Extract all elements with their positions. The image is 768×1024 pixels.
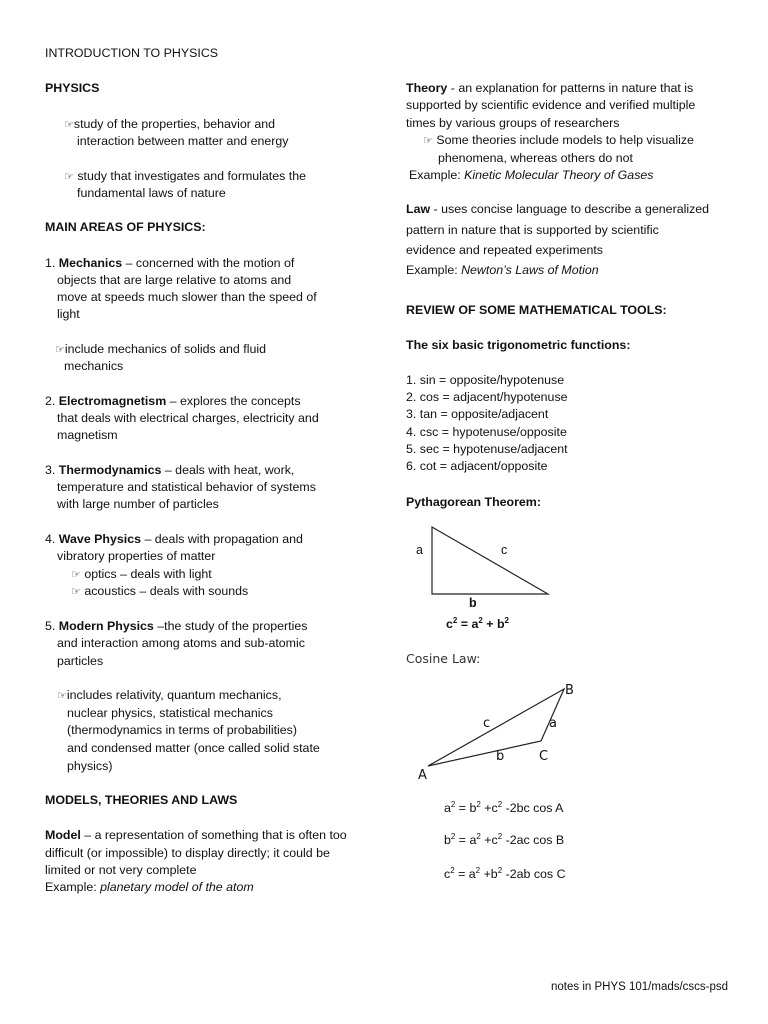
physics-definition-1-cont: interaction between matter and energy (77, 134, 289, 148)
pointing-hand-icon: ☞ (71, 568, 81, 581)
cos-label-c: c (483, 716, 491, 731)
trig-item: 3. tan = opposite/adjacent (406, 407, 549, 421)
cosine-formula-c: $c^2 = a^2 +b^2$ -2ab cos C (444, 865, 566, 881)
modern-physics-note-cont: (thermodynamics in terms of probabilities) (67, 723, 297, 737)
modern-physics-note-cont: and condensed matter (once called solid state (67, 741, 320, 755)
page-title: INTRODUCTION TO PHYSICS (45, 46, 219, 60)
pointing-hand-icon: ☞ (423, 134, 433, 147)
pointing-hand-icon: ☞ (64, 170, 74, 183)
mechanics-item: 1. Mechanics – concerned with the motion of (45, 256, 295, 270)
modern-physics-note-cont: physics) (67, 759, 113, 773)
thermodynamics-desc: temperature and statistical behavior of systems (57, 480, 316, 494)
modern-physics-desc: particles (57, 654, 104, 668)
pyth-label-b: b (469, 596, 477, 610)
physics-heading: PHYSICS (45, 81, 100, 95)
cos-label-C: C (539, 749, 549, 764)
cosine-law-heading: Cosine Law: (406, 651, 481, 666)
wave-sub-acoustics: ☞ acoustics – deals with sounds (71, 584, 249, 598)
pyth-label-a: a (416, 543, 423, 557)
cos-label-B: B (565, 683, 574, 698)
review-heading: REVIEW OF SOME MATHEMATICAL TOOLS: (406, 303, 667, 317)
physics-definition-2: ☞ study that investigates and formulates the (64, 169, 306, 183)
modern-physics-note-cont: nuclear physics, statistical mechanics (67, 706, 273, 720)
physics-definition-1: ☞study of the properties, behavior and (64, 117, 276, 131)
physics-definition-2-cont: fundamental laws of nature (77, 186, 226, 200)
modern-physics-note: ☞includes relativity, quantum mechanics, (57, 688, 282, 702)
wave-physics-desc: vibratory properties of matter (57, 549, 216, 563)
wave-sub-optics: ☞ optics – deals with light (71, 567, 212, 581)
pointing-hand-icon: ☞ (57, 689, 67, 702)
thermodynamics-item: 3. Thermodynamics – deals with heat, work, (45, 463, 295, 477)
trig-item: 1. sin = opposite/hypotenuse (406, 373, 565, 387)
mechanics-note: ☞include mechanics of solids and fluid (55, 342, 266, 356)
cos-label-A: A (418, 768, 427, 783)
electromagnetism-desc: that deals with electrical charges, electricity and (57, 411, 319, 425)
pointing-hand-icon: ☞ (64, 118, 74, 131)
pythagorean-formula: $c^2 = a^2 + b^2$ (446, 615, 509, 631)
theory-note-cont: phenomena, whereas others do not (438, 151, 633, 165)
footer-note: notes in PHYS 101/mads/cscs-psd (551, 981, 729, 993)
trig-item: 2. cos = adjacent/hypotenuse (406, 390, 568, 404)
mechanics-desc: objects that are large relative to atoms and (57, 273, 292, 287)
wave-physics-item: 4. Wave Physics – deals with propagation and (45, 532, 303, 546)
theory-note: ☞ Some theories include models to help visualize (423, 133, 694, 147)
models-theories-laws-heading: MODELS, THEORIES AND LAWS (45, 793, 238, 807)
main-areas-heading: MAIN AREAS OF PHYSICS: (45, 220, 206, 234)
law-example: Example: Newton’s Laws of Motion (406, 263, 599, 277)
model-desc: difficult (or impossible) to display directly; it could be (45, 846, 330, 860)
mechanics-note-cont: mechanics (64, 359, 124, 373)
trig-item: 6. cot = adjacent/opposite (406, 459, 548, 473)
pythagorean-heading: Pythagorean Theorem: (406, 495, 541, 509)
pointing-hand-icon: ☞ (55, 343, 65, 356)
theory-definition: Theory - an explanation for patterns in nature that is (406, 81, 694, 95)
law-definition: Law - uses concise language to describe a generalized (406, 202, 710, 216)
theory-desc: supported by scientific evidence and verified multiple (406, 98, 696, 112)
modern-physics-desc: and interaction among atoms and sub-atomic (57, 636, 305, 650)
trig-heading: The six basic trigonometric functions: (406, 338, 631, 352)
model-definition: Model – a representation of something that is often too (45, 828, 347, 842)
cosine-formula-b: $b^2 = a^2 +c^2$ -2ac cos B (444, 831, 565, 847)
thermodynamics-desc: with large number of particles (57, 497, 219, 511)
modern-physics-item: 5. Modern Physics –the study of the properties (45, 619, 308, 633)
mechanics-desc: move at speeds much slower than the speed of (57, 290, 317, 304)
law-desc: evidence and repeated experiments (406, 243, 604, 257)
mechanics-desc: light (57, 307, 80, 321)
electromagnetism-item: 2. Electromagnetism – explores the concepts (45, 394, 301, 408)
theory-example: Example: Kinetic Molecular Theory of Gases (409, 168, 654, 182)
pyth-label-c: c (501, 543, 508, 557)
trig-item: 5. sec = hypotenuse/adjacent (406, 442, 568, 456)
model-desc: limited or not very complete (45, 863, 197, 877)
pointing-hand-icon: ☞ (71, 585, 81, 598)
trig-item: 4. csc = hypotenuse/opposite (406, 425, 567, 439)
cosine-formula-a: $a^2 = b^2 +c^2$ -2bc cos A (444, 799, 564, 815)
cos-label-b: b (496, 749, 505, 764)
electromagnetism-desc: magnetism (57, 428, 118, 442)
cos-label-a: a (549, 716, 557, 731)
law-desc: pattern in nature that is supported by scientific (406, 223, 659, 237)
theory-desc: times by various groups of researchers (406, 116, 620, 130)
model-example: Example: planetary model of the atom (45, 880, 254, 894)
